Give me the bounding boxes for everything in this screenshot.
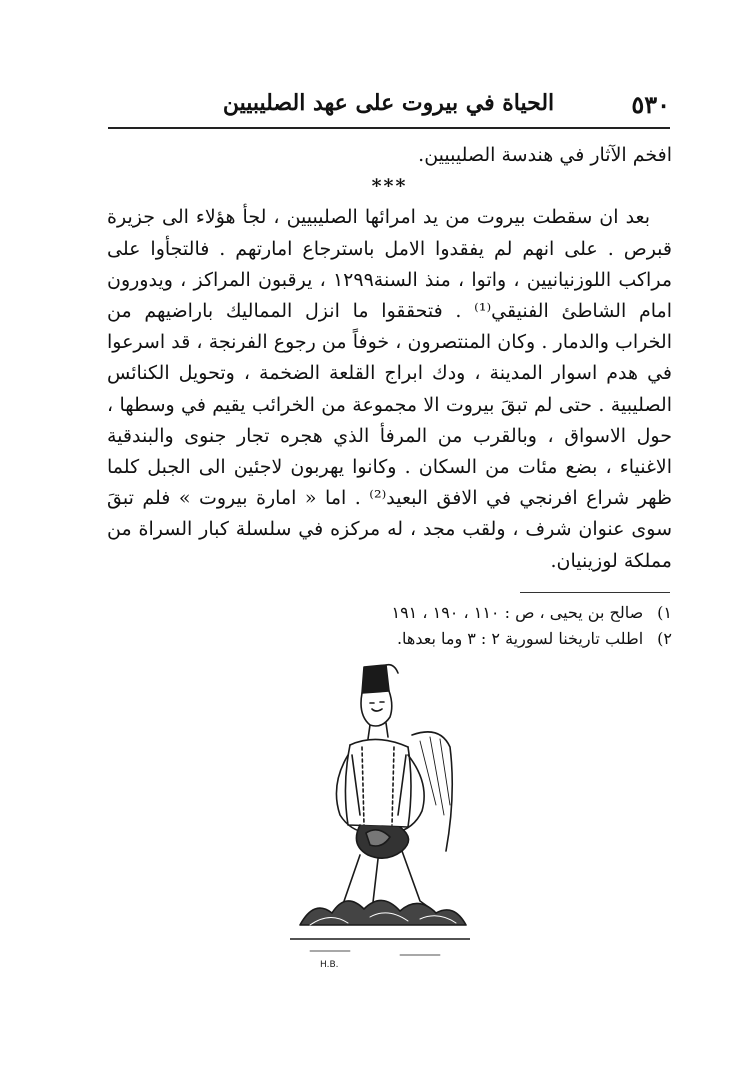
footnote-text: اطلب تاريخنا لسورية ٢ : ٣ وما بعدها. <box>396 629 644 648</box>
footnote-rule <box>520 592 670 593</box>
body-text <box>107 140 672 577</box>
footnotes <box>300 600 672 652</box>
footnote-number: ٢) <box>657 629 672 648</box>
section-separator: *** <box>371 175 408 198</box>
footnote-1 <box>300 600 672 626</box>
footnote-number: ١) <box>657 603 672 622</box>
illustration-signature: H.B. <box>320 960 339 970</box>
header-rule <box>108 127 670 129</box>
opening-line: افخم الآثار في هندسة الصليبيين. <box>418 144 672 166</box>
page-header <box>107 88 670 128</box>
running-title: الحياة في بيروت على عهد الصليبيين <box>222 90 555 116</box>
footnote-text: صالح بن يحيى ، ص : ١١٠ ، ١٩٠ ، ١٩١ <box>391 603 644 622</box>
page-number: ٥٣٠ <box>631 90 670 119</box>
seated-man-illustration <box>290 655 470 985</box>
main-paragraph: بعد ان سقطت بيروت من يد امرائها الصليبيين ، لجأ هؤلاء الى جزيرة قبرص . على انهم لم يفقدوا الامل باسترجاع امارتهم . فالتجأوا على مراكب اللوزنيانيين ، واتوا ، منذ السنة١٢٩٩ ، يرقبون المراكز ، ويدورون امام الشاطئ الفنيقي⁽¹⁾ . فتحققوا ما انزل المماليك باراضيهم من الخراب والدمار . وكان المنتصرون ، خوفاً من رجوع الفرنجة ، قد اسرعوا في هدم اسوار المدينة ، ودك ابراج القلعة الضخمة ، وتحويل الكنائس الصليبية . حتى لم تبقَ بيروت الا مجموعة من الخرائب يقيم في وسطها ، حول الاسواق ، وبالقرب من المرفأ الذي هجره تجار جنوى والبندقية الاغنياء ، بضع مئات من السكان . وكانوا يهربون لاجئين الى الجبل كلما ظهر شراع افرنجي في الافق البعيد⁽²⁾ . اما « امارة بيروت » فلم تبقَ سوى عنوان شرف ، ولقب مجد ، له مركزه في سلسلة كبار السراة من مملكة لوزينيان. <box>107 206 672 572</box>
footnote-2 <box>300 626 672 652</box>
